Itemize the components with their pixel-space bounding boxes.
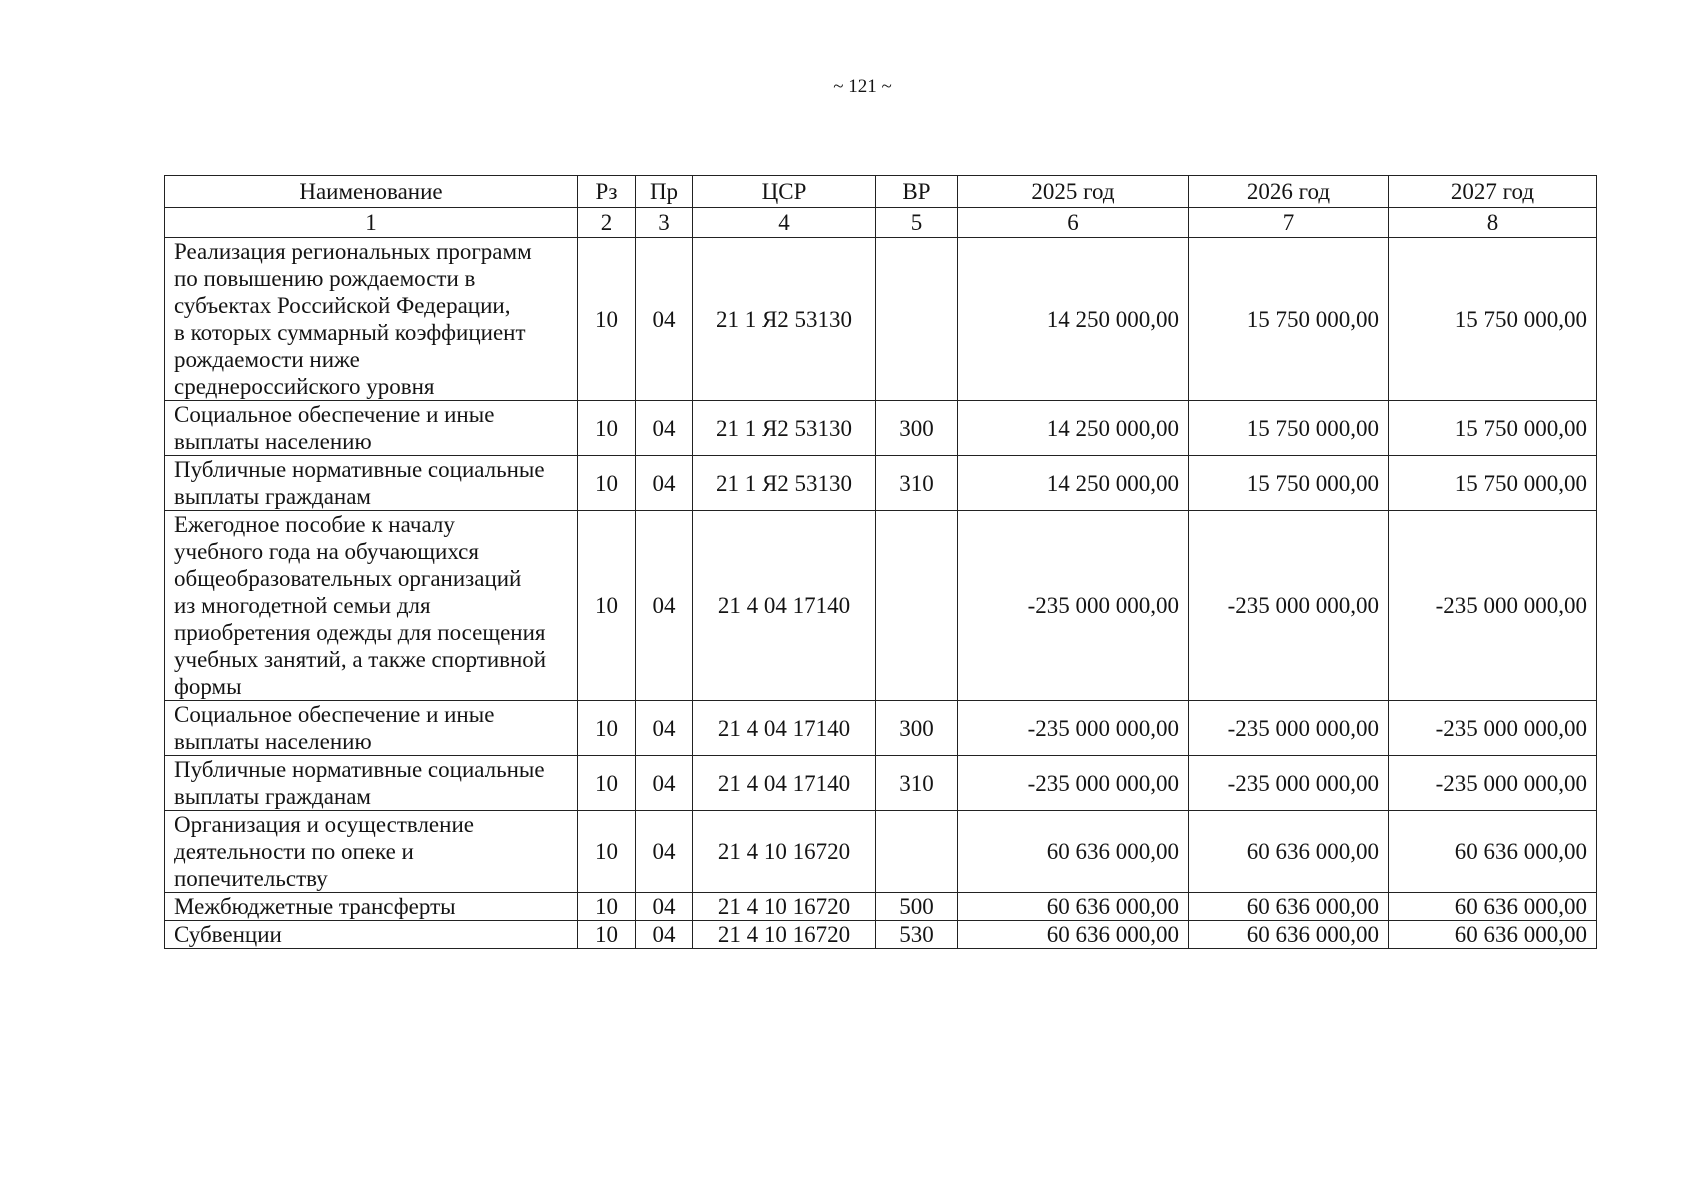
table-row [165, 701, 1597, 756]
cell-vr [876, 811, 958, 893]
cell-name-line: общеобразовательных организаций [174, 566, 522, 591]
cell-name-line: рождаемости ниже [174, 347, 360, 372]
cell-vr: 300 [876, 401, 958, 456]
cell-name [165, 456, 578, 511]
cell-name-line: по повышению рождаемости в [174, 266, 476, 291]
cell-csr: 21 1 Я2 53130 [693, 401, 876, 456]
cell-rz: 10 [578, 511, 636, 701]
cell-vr [876, 511, 958, 701]
cell-name [165, 401, 578, 456]
table-row [165, 756, 1597, 811]
column-number: 5 [876, 208, 958, 238]
cell-2026: 60 636 000,00 [1189, 811, 1389, 893]
table-row [165, 401, 1597, 456]
cell-name [165, 238, 578, 401]
cell-vr [876, 238, 958, 401]
cell-2027: 60 636 000,00 [1389, 893, 1597, 921]
cell-csr: 21 1 Я2 53130 [693, 456, 876, 511]
header-2025: 2025 год [958, 176, 1189, 208]
cell-vr: 310 [876, 756, 958, 811]
cell-name-line: среднероссийского уровня [174, 374, 435, 399]
cell-2027: -235 000 000,00 [1389, 701, 1597, 756]
cell-pr: 04 [636, 701, 693, 756]
header-row [165, 176, 1597, 208]
table-row [165, 456, 1597, 511]
cell-2027: -235 000 000,00 [1389, 756, 1597, 811]
cell-csr: 21 4 10 16720 [693, 893, 876, 921]
cell-name-line: Реализация региональных программ [174, 239, 532, 264]
budget-table [164, 175, 1597, 949]
cell-name-line: из многодетной семьи для [174, 593, 431, 618]
cell-csr: 21 1 Я2 53130 [693, 238, 876, 401]
cell-name-line: выплаты населению [174, 729, 372, 754]
cell-csr: 21 4 10 16720 [693, 811, 876, 893]
cell-name [165, 893, 578, 921]
cell-rz: 10 [578, 811, 636, 893]
column-number: 7 [1189, 208, 1389, 238]
cell-name-line: субъектах Российской Федерации, [174, 293, 511, 318]
cell-name-line: Публичные нормативные социальные [174, 757, 545, 782]
cell-2027: 15 750 000,00 [1389, 401, 1597, 456]
cell-name-line: Организация и осуществление [174, 812, 474, 837]
column-number: 8 [1389, 208, 1597, 238]
cell-vr: 300 [876, 701, 958, 756]
cell-2026: 15 750 000,00 [1189, 401, 1389, 456]
cell-name-line: формы [174, 674, 242, 699]
cell-2025: 14 250 000,00 [958, 238, 1189, 401]
cell-vr: 500 [876, 893, 958, 921]
cell-name-line: Ежегодное пособие к началу [174, 512, 455, 537]
cell-2025: 14 250 000,00 [958, 456, 1189, 511]
cell-2025: 60 636 000,00 [958, 893, 1189, 921]
cell-2026: 15 750 000,00 [1189, 456, 1389, 511]
cell-2027: -235 000 000,00 [1389, 511, 1597, 701]
cell-csr: 21 4 04 17140 [693, 756, 876, 811]
cell-name-line: приобретения одежды для посещения [174, 620, 546, 645]
cell-csr: 21 4 04 17140 [693, 511, 876, 701]
cell-name-line: попечительству [174, 866, 328, 891]
column-number: 1 [165, 208, 578, 238]
column-number: 3 [636, 208, 693, 238]
cell-name-line: выплаты гражданам [174, 484, 371, 509]
cell-rz: 10 [578, 921, 636, 949]
cell-rz: 10 [578, 401, 636, 456]
cell-pr: 04 [636, 401, 693, 456]
cell-name-line: учебных занятий, а также спортивной [174, 647, 547, 672]
cell-rz: 10 [578, 701, 636, 756]
cell-2026: -235 000 000,00 [1189, 701, 1389, 756]
cell-2025: 14 250 000,00 [958, 401, 1189, 456]
page-number: ~ 121 ~ [833, 76, 892, 97]
cell-name [165, 921, 578, 949]
header-name: Наименование [165, 176, 578, 208]
column-number: 4 [693, 208, 876, 238]
cell-name [165, 511, 578, 701]
table-row [165, 811, 1597, 893]
column-number: 6 [958, 208, 1189, 238]
table-body [165, 238, 1597, 949]
cell-name-line: выплаты населению [174, 429, 372, 454]
cell-2026: 60 636 000,00 [1189, 893, 1389, 921]
header-vr: ВР [876, 176, 958, 208]
cell-rz: 10 [578, 238, 636, 401]
header-2027: 2027 год [1389, 176, 1597, 208]
column-number: 2 [578, 208, 636, 238]
header-rz: Рз [578, 176, 636, 208]
cell-pr: 04 [636, 456, 693, 511]
cell-name-line: Социальное обеспечение и иные [174, 702, 495, 727]
column-number-row [165, 208, 1597, 238]
cell-2025: -235 000 000,00 [958, 701, 1189, 756]
cell-name [165, 701, 578, 756]
cell-2026: -235 000 000,00 [1189, 756, 1389, 811]
cell-2026: 60 636 000,00 [1189, 921, 1389, 949]
cell-pr: 04 [636, 511, 693, 701]
cell-pr: 04 [636, 238, 693, 401]
cell-name-line: выплаты гражданам [174, 784, 371, 809]
cell-csr: 21 4 04 17140 [693, 701, 876, 756]
cell-name-line: в которых суммарный коэффициент [174, 320, 526, 345]
cell-2025: -235 000 000,00 [958, 756, 1189, 811]
cell-2027: 60 636 000,00 [1389, 811, 1597, 893]
cell-vr: 530 [876, 921, 958, 949]
cell-vr: 310 [876, 456, 958, 511]
cell-2026: -235 000 000,00 [1189, 511, 1389, 701]
cell-name-line: Социальное обеспечение и иные [174, 402, 495, 427]
cell-2027: 60 636 000,00 [1389, 921, 1597, 949]
cell-pr: 04 [636, 756, 693, 811]
table-row [165, 238, 1597, 401]
cell-name-line: деятельности по опеке и [174, 839, 414, 864]
cell-2026: 15 750 000,00 [1189, 238, 1389, 401]
table-row [165, 893, 1597, 921]
cell-2027: 15 750 000,00 [1389, 456, 1597, 511]
cell-2027: 15 750 000,00 [1389, 238, 1597, 401]
cell-rz: 10 [578, 456, 636, 511]
cell-rz: 10 [578, 756, 636, 811]
cell-name-line: учебного года на обучающихся [174, 539, 479, 564]
cell-name-line: Публичные нормативные социальные [174, 457, 545, 482]
cell-pr: 04 [636, 921, 693, 949]
header-2026: 2026 год [1189, 176, 1389, 208]
cell-2025: 60 636 000,00 [958, 921, 1189, 949]
cell-name [165, 811, 578, 893]
cell-csr: 21 4 10 16720 [693, 921, 876, 949]
cell-name-line: Межбюджетные трансферты [174, 894, 456, 919]
cell-2025: 60 636 000,00 [958, 811, 1189, 893]
table-row [165, 921, 1597, 949]
cell-name [165, 756, 578, 811]
header-csr: ЦСР [693, 176, 876, 208]
cell-rz: 10 [578, 893, 636, 921]
cell-name-line: Субвенции [174, 922, 282, 947]
header-pr: Пр [636, 176, 693, 208]
cell-pr: 04 [636, 893, 693, 921]
table-row [165, 511, 1597, 701]
cell-pr: 04 [636, 811, 693, 893]
cell-2025: -235 000 000,00 [958, 511, 1189, 701]
